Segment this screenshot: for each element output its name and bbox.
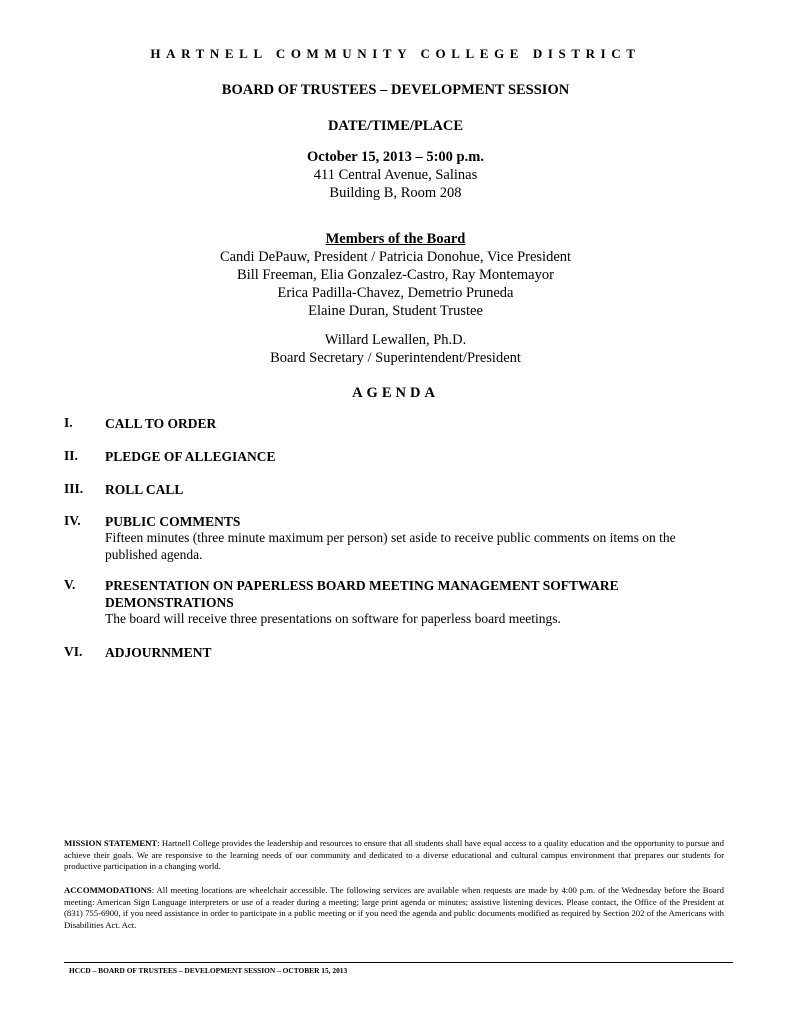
accommodations-text: : All meeting locations are wheelchair accessible. The following services are available when requests are made by 4:00 p.m. of the Wednesday before the Board meeting: American Sign Language interpreters or use of a reader during a meeting; large print agenda or minutes; assistive listening devices. Please contact, the Office of the President at (831) 755-6900, if you need assistance in order to participate in a public meeting or if you need the agenda and public documents modified as required by Section 202 of the Americans with Disabilities Act. Act. xyxy=(64,885,724,930)
agenda-item-description: Fifteen minutes (three minute maximum per person) set aside to receive public comments on items on the published agenda. xyxy=(105,530,676,562)
members-heading: Members of the Board xyxy=(325,231,466,247)
agenda-item-title: PRESENTATION ON PAPERLESS BOARD MEETING MANAGEMENT SOFTWARE DEMONSTRATIONS xyxy=(105,578,619,610)
footer-text: HCCD – BOARD OF TRUSTEES – DEVELOPMENT SESSION – OCTOBER 15, 2013 xyxy=(69,966,348,975)
session-title: BOARD OF TRUSTEES – DEVELOPMENT SESSION xyxy=(221,82,570,98)
district-name: HARTNELL COMMUNITY COLLEGE DISTRICT xyxy=(150,46,641,61)
secretary-title: Board Secretary / Superintendent/President xyxy=(270,350,521,366)
agenda-item-title: ROLL CALL xyxy=(105,482,184,497)
agenda-item-number: IV. xyxy=(64,513,81,528)
agenda-item-number: VI. xyxy=(64,644,83,659)
agenda-item-number: I. xyxy=(64,415,73,430)
mission-statement xyxy=(64,838,724,873)
date-time-place-heading: DATE/TIME/PLACE xyxy=(327,118,464,134)
member-line: Erica Padilla-Chavez, Demetrio Pruneda xyxy=(277,285,514,301)
meeting-address: 411 Central Avenue, Salinas xyxy=(313,167,478,183)
agenda-item-number: V. xyxy=(64,577,76,592)
mission-statement-label: MISSION STATEMENT xyxy=(64,838,158,848)
agenda-item-title: ADJOURNMENT xyxy=(105,645,212,660)
agenda-heading: AGENDA xyxy=(352,385,439,401)
accommodations xyxy=(64,885,724,931)
secretary-name: Willard Lewallen, Ph.D. xyxy=(324,332,467,348)
agenda-item-number: II. xyxy=(64,448,78,463)
agenda-item-title: CALL TO ORDER xyxy=(105,416,217,431)
footer-divider xyxy=(64,962,733,963)
agenda-item-number: III. xyxy=(64,481,84,496)
agenda-item-description: The board will receive three presentations on software for paperless board meetings. xyxy=(105,611,561,626)
member-line: Bill Freeman, Elia Gonzalez-Castro, Ray Montemayor xyxy=(237,267,554,283)
member-line: Elaine Duran, Student Trustee xyxy=(308,303,483,319)
meeting-date: October 15, 2013 – 5:00 p.m. xyxy=(307,149,484,165)
accommodations-label: ACCOMMODATIONS xyxy=(64,885,152,895)
meeting-room: Building B, Room 208 xyxy=(329,185,462,201)
agenda-item-title: PUBLIC COMMENTS xyxy=(105,514,241,529)
mission-statement-text: : Hartnell College provides the leadership and resources to ensure that all students shall have equal access to a quality education and the opportunity to pursue and achieve their goals. We are responsive to the learning needs of our community and dedicated to a diverse educational and cultural campus environment that prepares our students for productive participation in a changing world. xyxy=(64,838,724,872)
member-line: Candi DePauw, President / Patricia Donohue, Vice President xyxy=(219,249,572,265)
agenda-item-title: PLEDGE OF ALLEGIANCE xyxy=(105,449,276,464)
